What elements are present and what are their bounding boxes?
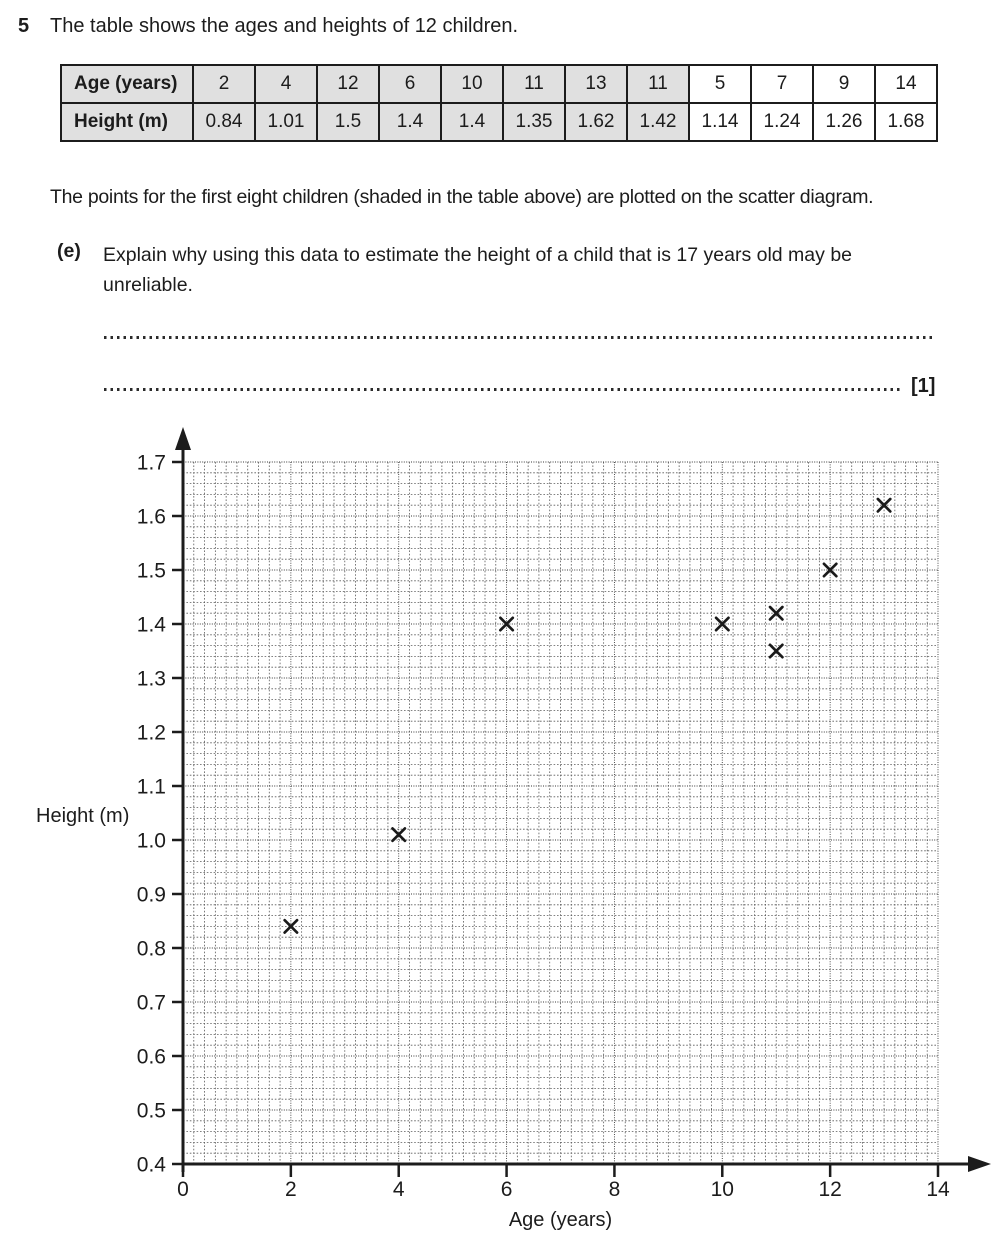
table-cell: 1.4 (441, 103, 503, 141)
svg-text:1.3: 1.3 (136, 667, 166, 691)
table-cell: 7 (751, 65, 813, 103)
table-cell: 14 (875, 65, 937, 103)
axis-titles (36, 805, 612, 1231)
svg-text:0.9: 0.9 (136, 883, 166, 907)
table-cell: 1.5 (317, 103, 379, 141)
data-points (285, 499, 891, 933)
axis-ticks (172, 462, 938, 1177)
svg-text:12: 12 (818, 1178, 842, 1201)
table-cell: 1.14 (689, 103, 751, 141)
svg-text:0.8: 0.8 (136, 937, 166, 961)
table-cell: 1.24 (751, 103, 813, 141)
svg-text:Age (years): Age (years) (508, 1209, 613, 1231)
svg-text:1.6: 1.6 (136, 505, 166, 529)
scatter-note-text: The points for the first eight children (shaded in the table above) are plotted on the scatter diagram. (50, 186, 874, 208)
svg-text:0.4: 0.4 (136, 1153, 166, 1177)
svg-text:1.4: 1.4 (136, 613, 166, 637)
svg-text:1.0: 1.0 (136, 829, 166, 853)
table-cell: 10 (441, 65, 503, 103)
svg-text:Height (m): Height (m) (36, 805, 130, 827)
table-cell: 1.26 (813, 103, 875, 141)
table-cell: 6 (379, 65, 441, 103)
svg-text:6: 6 (500, 1178, 513, 1201)
table-cell: 1.42 (627, 103, 689, 141)
svg-text:8: 8 (608, 1178, 621, 1201)
svg-text:0: 0 (177, 1178, 189, 1201)
table-cell: 5 (689, 65, 751, 103)
table-cell: 13 (565, 65, 627, 103)
table-cell: 11 (627, 65, 689, 103)
svg-text:0.7: 0.7 (136, 991, 166, 1015)
svg-text:10: 10 (710, 1178, 734, 1201)
svg-text:1.7: 1.7 (136, 451, 166, 475)
question-number: 5 (18, 15, 30, 37)
svg-text:1.1: 1.1 (136, 775, 166, 799)
svg-text:4: 4 (392, 1178, 405, 1201)
table-cell: 1.4 (379, 103, 441, 141)
table-cell: 11 (503, 65, 565, 103)
table-cell: 1.35 (503, 103, 565, 141)
svg-text:1.5: 1.5 (136, 559, 166, 583)
axes (175, 427, 991, 1172)
part-e-line-1: Explain why using this data to estimate the height of a child that is 17 years old may be (103, 244, 853, 266)
svg-text:1.2: 1.2 (136, 721, 166, 745)
question-intro-text: The table shows the ages and heights of 12 children. (50, 15, 519, 37)
row-header-cell: Height (m) (61, 103, 193, 141)
table-cell: 9 (813, 65, 875, 103)
svg-text:2: 2 (285, 1178, 297, 1201)
table-cell: 0.84 (193, 103, 255, 141)
svg-text:0.5: 0.5 (136, 1099, 166, 1123)
table-cell: 1.62 (565, 103, 627, 141)
table-cell: 1.68 (875, 103, 937, 141)
grid (183, 462, 938, 1164)
svg-text:14: 14 (926, 1178, 950, 1201)
part-e-line-2: unreliable. (103, 274, 193, 296)
marks-badge: [1] (911, 375, 936, 397)
table-cell: 4 (255, 65, 317, 103)
row-header-cell: Age (years) (61, 65, 193, 103)
table-cell: 2 (193, 65, 255, 103)
svg-text:0.6: 0.6 (136, 1045, 166, 1069)
table-cell: 1.01 (255, 103, 317, 141)
table-cell: 12 (317, 65, 379, 103)
part-e-label: (e) (57, 240, 81, 262)
